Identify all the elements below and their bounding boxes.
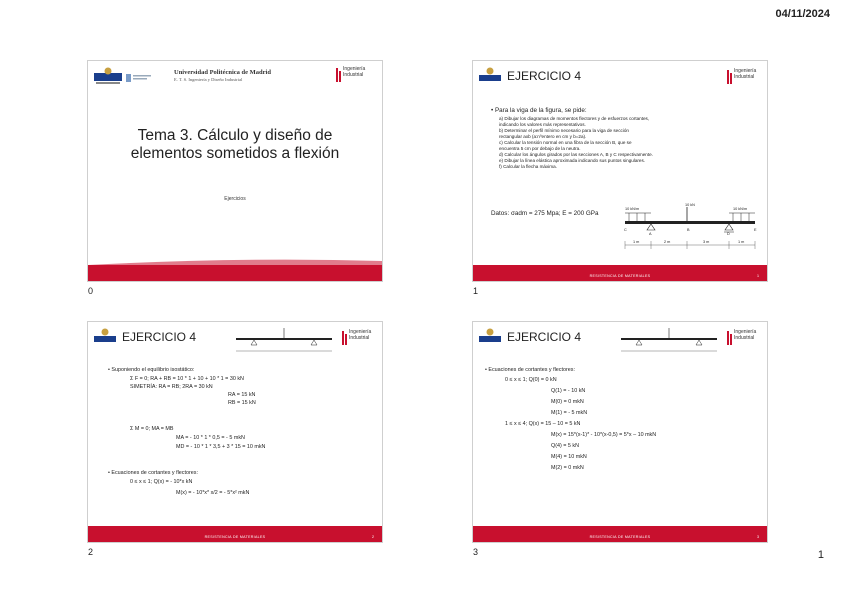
bullet-equations: • Ecuaciones de cortantes y flectores: bbox=[108, 470, 198, 476]
svg-text:10 kN: 10 kN bbox=[685, 203, 695, 207]
upm-logo bbox=[479, 67, 499, 81]
item-line: a) Dibujar los diagramas de momentos flectores y de esfuerzos cortantes, bbox=[499, 116, 650, 121]
upm-logo bbox=[479, 328, 499, 342]
footer-band bbox=[473, 526, 767, 542]
upm-logo bbox=[94, 328, 114, 342]
footer-text: RESISTENCIA DE MATERIALES bbox=[204, 535, 266, 539]
svg-text:B: B bbox=[687, 228, 690, 232]
slide-number: 1 bbox=[757, 274, 759, 278]
slide-label: 3 bbox=[473, 547, 479, 557]
equation-line: 0 ≤ x ≤ 1; Q(0) = 0 kN bbox=[505, 377, 557, 383]
bullet-equilibrium: • Suponiendo el equilibrio isostático: bbox=[108, 367, 195, 373]
equation-line: M(1) = - 5 mkN bbox=[551, 410, 588, 416]
slide-thumbnail-2[interactable] bbox=[88, 322, 382, 542]
equation-line: Σ M = 0; MA = MB bbox=[130, 426, 174, 432]
equation-line: 0 ≤ x ≤ 1; Q(x) = - 10*x kN bbox=[130, 479, 193, 485]
slide-thumbnail-0[interactable] bbox=[88, 61, 382, 281]
item-line: d) Calcular los ángulos girados por las secciones A, B y C respectivamente. bbox=[499, 152, 653, 157]
item-line: indicando los valores más representativos. bbox=[499, 122, 586, 127]
university-name: Universidad Politécnica de Madrid bbox=[174, 69, 271, 76]
equation-line: 1 ≤ x ≤ 4; Q(x) = 15 – 10 = 5 kN bbox=[505, 421, 581, 427]
beam-thumbnail-icon bbox=[619, 326, 719, 356]
equation-line: RB = 15 kN bbox=[228, 400, 256, 406]
beam-diagram bbox=[621, 201, 761, 265]
industrial-logo: Ingeniería Industrial bbox=[727, 69, 753, 85]
slide-label: 0 bbox=[88, 286, 94, 296]
svg-text:E: E bbox=[754, 228, 757, 232]
intro-text: • Para la viga de la figura, se pide: bbox=[491, 107, 587, 114]
school-name: E. T. S. Ingeniería y Diseño Industrial bbox=[174, 77, 243, 82]
slide-title: Tema 3. Cálculo y diseño de elementos sometidos a flexión bbox=[130, 127, 340, 162]
svg-text:1 m: 1 m bbox=[738, 240, 745, 244]
slide-label: 2 bbox=[88, 547, 94, 557]
upm-logo bbox=[94, 67, 114, 81]
svg-text:10 kN/m: 10 kN/m bbox=[733, 207, 748, 211]
item-line: b) Determinar el perfil mínimo necesario para la viga de sección bbox=[499, 128, 629, 133]
slide-number: 2 bbox=[372, 535, 374, 539]
print-date: 04/11/2024 bbox=[775, 8, 830, 20]
svg-text:C: C bbox=[624, 228, 627, 232]
svg-text:3 m: 3 m bbox=[703, 240, 710, 244]
etsidi-logo bbox=[126, 70, 152, 80]
svg-text:A: A bbox=[649, 232, 652, 236]
slide-title: EJERCICIO 4 bbox=[507, 69, 582, 83]
equation-line: M(x) = 15*(x-1)* - 10*(x-0,5) = 5*x – 10 mkN bbox=[551, 432, 657, 438]
equation-line: M(4) = 10 mkN bbox=[551, 454, 587, 460]
slide-title: EJERCICIO 4 bbox=[507, 330, 582, 344]
datos-text: Datos: σadm = 275 Mpa; E = 200 GPa bbox=[491, 210, 599, 217]
beam-thumbnail-icon bbox=[234, 326, 334, 356]
page-number: 1 bbox=[817, 549, 824, 561]
industrial-logo: Ingeniería Industrial bbox=[342, 330, 368, 346]
footer-band bbox=[88, 526, 382, 542]
equation-line: Q(4) = 5 kN bbox=[551, 443, 580, 449]
footer-band bbox=[88, 265, 382, 281]
slide-title: EJERCICIO 4 bbox=[122, 330, 197, 344]
slide-thumbnail-1[interactable] bbox=[473, 61, 767, 281]
industrial-logo: Ingeniería Industrial bbox=[727, 330, 753, 346]
equation-line: M(x) = - 10*x* x/2 = - 5*x² mkN bbox=[176, 490, 250, 496]
footer-band bbox=[473, 265, 767, 281]
item-line: e) Dibujar la línea elástica aproximada indicando sus puntos singulares. bbox=[499, 158, 646, 163]
svg-text:2 m: 2 m bbox=[664, 240, 671, 244]
item-line: f) Calcular la flecha máxima. bbox=[499, 164, 557, 169]
equation-line: Q(1) = - 10 kN bbox=[551, 388, 586, 394]
slide-number: 3 bbox=[757, 535, 759, 539]
slide-thumbnail-3[interactable] bbox=[473, 322, 767, 542]
slide-label: 1 bbox=[473, 286, 479, 296]
equation-line: MA = - 10 * 1 * 0,5 = - 5 mkN bbox=[176, 435, 245, 441]
svg-text:1 m: 1 m bbox=[633, 240, 640, 244]
item-line: c) Calcular la tensión normal en una fibra de la sección B, que se bbox=[499, 140, 632, 145]
equation-line: M(2) = 0 mkN bbox=[551, 465, 584, 471]
equation-line: Σ F = 0; RA + RB = 10 * 1 + 10 + 10 * 1 = 30 kN bbox=[130, 376, 244, 382]
equation-line: M(0) = 0 mkN bbox=[551, 399, 584, 405]
slide-subtitle: Ejercicios bbox=[224, 196, 246, 202]
item-line: encuentra 5 cm por debajo de la neutra. bbox=[499, 146, 581, 151]
industrial-logo: Ingeniería Industrial bbox=[336, 67, 362, 83]
svg-text:10 kN/m: 10 kN/m bbox=[625, 207, 640, 211]
footer-text: RESISTENCIA DE MATERIALES bbox=[589, 535, 651, 539]
equation-line: SIMETRÍA: RA = RB; 2RA = 30 kN bbox=[130, 384, 213, 390]
footer-text: RESISTENCIA DE MATERIALES bbox=[589, 274, 651, 278]
svg-text:D: D bbox=[727, 232, 730, 236]
equation-line: MD = - 10 * 1 * 3,5 + 3 * 15 = 10 mkN bbox=[176, 444, 266, 450]
bullet-equations: • Ecuaciones de cortantes y flectores: bbox=[485, 367, 575, 373]
equation-line: RA = 15 kN bbox=[228, 392, 256, 398]
item-line: rectangular axb (a:nºentero en cm y b=2a). bbox=[499, 134, 587, 139]
